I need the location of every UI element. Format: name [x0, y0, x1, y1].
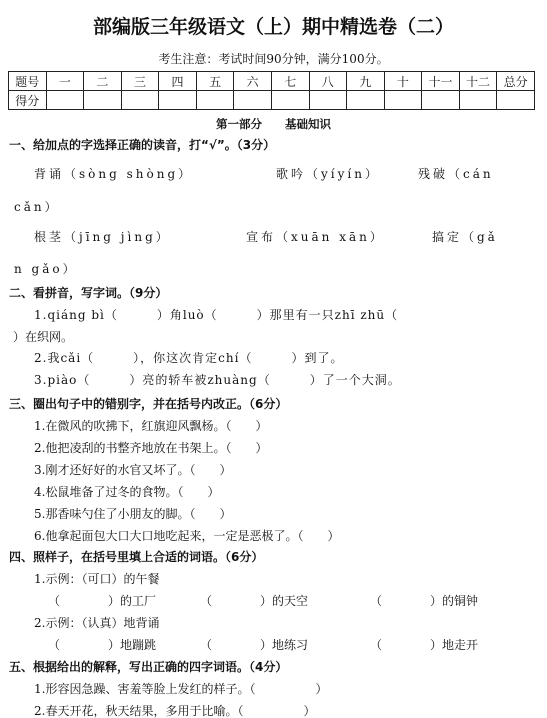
score-cell[interactable] [234, 91, 272, 110]
score-header-cell: 五 [196, 72, 234, 91]
score-cell[interactable] [384, 91, 422, 110]
score-cell[interactable] [271, 91, 309, 110]
score-header-cell: 六 [234, 72, 272, 91]
score-cell[interactable] [309, 91, 347, 110]
score-header-cell: 十一 [422, 72, 460, 91]
q1-option: 搞定（gǎ [432, 230, 498, 244]
score-header-cell: 十 [384, 72, 422, 91]
q4-blank: （ ）的天空 [200, 594, 309, 608]
q4-blank: （ ）地蹦跳 [48, 638, 157, 652]
score-header-cell: 十二 [459, 72, 497, 91]
score-header-cell: 一 [46, 72, 84, 91]
score-header-cell: 三 [121, 72, 159, 91]
score-cell[interactable] [159, 91, 197, 110]
score-table-score-row [9, 91, 535, 110]
score-table [8, 71, 535, 110]
q1-option: 背诵（sòng shòng） [34, 167, 194, 181]
q1-option-continued: n gǎo） [14, 262, 78, 276]
score-cell[interactable] [422, 91, 460, 110]
q4-blank: （ ）的铜钟 [370, 594, 479, 608]
q1-option: 歌吟（yíyín） [276, 167, 380, 181]
q2-line: 2.我cǎi（ ），你这次肯定chí（ ）到了。 [34, 351, 344, 365]
q3-item: 2.他把凌刮的书整齐地放在书架上。（ ） [34, 441, 268, 455]
exam-note: 考生注意：考试时间90分钟，满分100分。 [158, 52, 389, 66]
score-header-cell: 九 [347, 72, 385, 91]
score-cell[interactable] [46, 91, 84, 110]
q1-option-continued: cǎn） [14, 200, 60, 214]
q3-item: 5.那香味勺住了小朋友的脚。（ ） [34, 507, 232, 521]
q5-heading: 五、根据给出的解释，写出正确的四字词语。（4分） [9, 660, 288, 674]
q1-option: 根茎（jīng jìng） [34, 230, 171, 244]
q3-item: 6.他拿起面包大口大口地吃起来，一定是恶极了。（ ） [34, 529, 340, 543]
score-cell[interactable] [196, 91, 234, 110]
q3-heading: 三、圈出句子中的错别字，并在括号内改正。（6分） [9, 397, 288, 411]
score-row-label: 得分 [9, 91, 47, 110]
score-cell[interactable] [497, 91, 535, 110]
q2-line: ）在织网。 [13, 330, 74, 344]
q4-example: 2.示例：（认真）地背诵 [34, 616, 160, 630]
exam-title: 部编版三年级语文（上）期中精选卷（二） [92, 16, 454, 38]
q3-item: 1.在微风的吹拂下，红旗迎风飘杨。（ ） [34, 419, 268, 433]
score-header-cell: 四 [159, 72, 197, 91]
score-table-header-row [9, 72, 535, 91]
q2-heading: 二、看拼音，写字词。（9分） [9, 286, 168, 300]
part-title: 第一部分 基础知识 [216, 117, 331, 131]
score-header-cell: 二 [84, 72, 122, 91]
q4-blank: （ ）地练习 [200, 638, 309, 652]
score-header-cell: 八 [309, 72, 347, 91]
q3-item: 4.松鼠堆备了过冬的食物。（ ） [34, 485, 220, 499]
q1-option: 残破（cán [418, 167, 494, 181]
q3-item: 3.刚才还好好的水官又坏了。（ ） [34, 463, 232, 477]
score-header-cell: 七 [271, 72, 309, 91]
q1-option: 宣布（xuān xān） [246, 230, 385, 244]
q2-line: 3.piào（ ）亮的轿车被zhuàng（ ）了一个大洞。 [34, 373, 401, 387]
score-header-cell: 总分 [497, 72, 535, 91]
score-cell[interactable] [459, 91, 497, 110]
q4-heading: 四、照样子，在括号里填上合适的词语。（6分） [9, 550, 264, 564]
q4-blank: （ ）的工厂 [48, 594, 157, 608]
q5-item: 1.形容因急躁、害羞等脸上发红的样子。（ ） [34, 682, 328, 696]
q1-heading: 一、给加点的字选择正确的读音，打“√”。（3分） [9, 138, 276, 152]
score-cell[interactable] [84, 91, 122, 110]
q4-blank: （ ）地走开 [370, 638, 479, 652]
score-cell[interactable] [121, 91, 159, 110]
score-header-cell: 题号 [9, 72, 47, 91]
score-cell[interactable] [347, 91, 385, 110]
q2-line: 1.qiáng bì（ ）角luò（ ）那里有一只zhī zhū（ [34, 308, 399, 322]
q5-item: 2.春天开花，秋天结果，多用于比喻。（ ） [34, 704, 316, 718]
q4-example: 1.示例：（可口）的午餐 [34, 572, 160, 586]
